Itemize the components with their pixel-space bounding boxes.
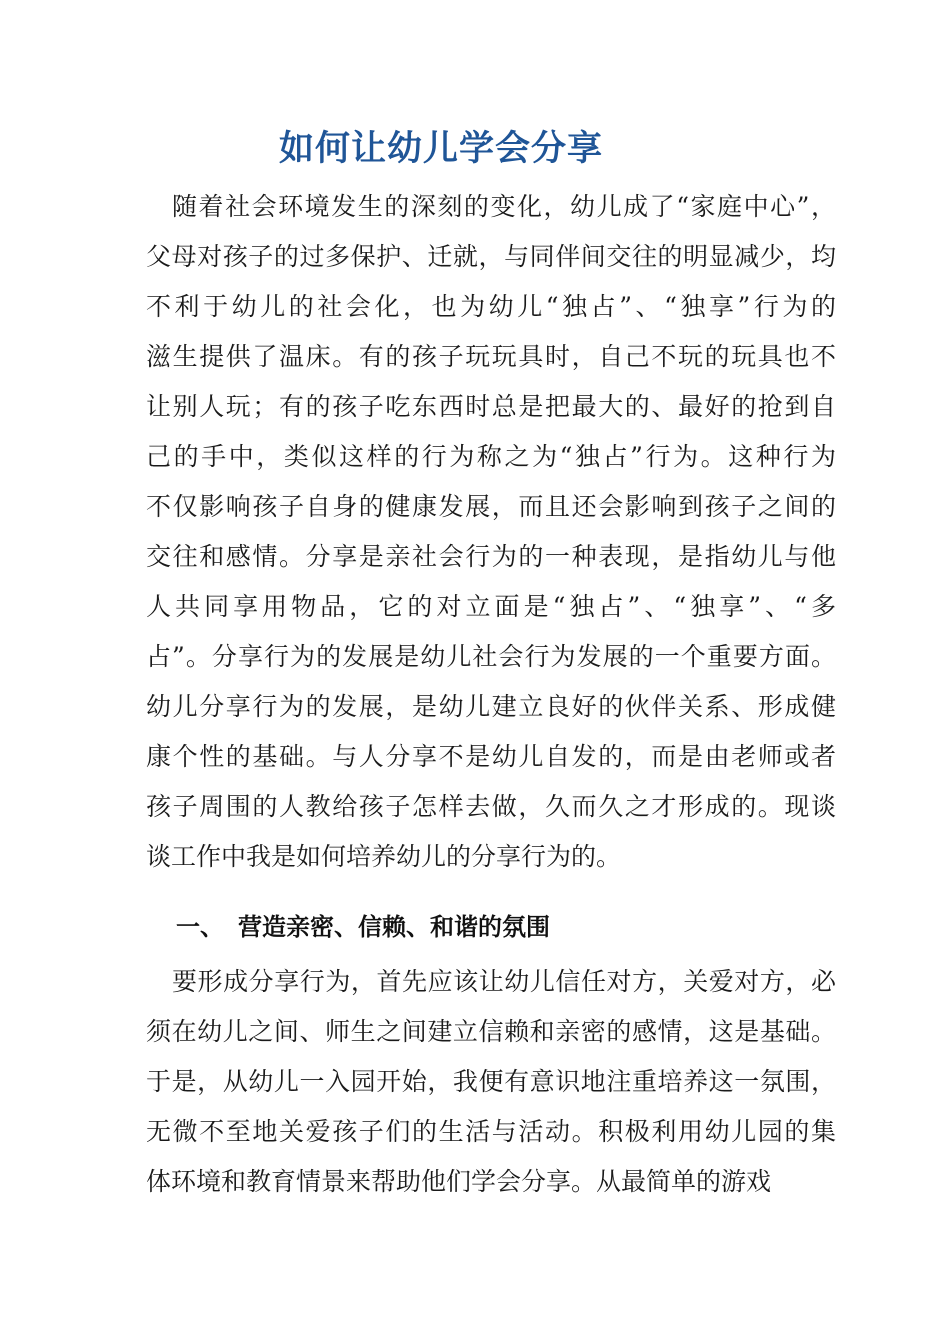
paragraph-line: 不仅影响孩子自身的健康发展，而且还会影响到孩子之间的: [146, 492, 836, 521]
paragraph-line: 滋生提供了温床。有的孩子玩玩具时，自己不玩的玩具也不: [146, 342, 836, 371]
paragraph-line: 要形成分享行为，首先应该让幼儿信任对方，关爱对方，必: [172, 967, 836, 996]
paragraph-line: 谈工作中我是如何培养幼儿的分享行为的。: [146, 842, 622, 871]
paragraph-line: 幼儿分享行为的发展，是幼儿建立良好的伙伴关系、形成健: [146, 692, 836, 721]
document-title: 如何让幼儿学会分享: [278, 128, 603, 169]
paragraph-line: 无微不至地关爱孩子们的生活与活动。积极利用幼儿园的集: [146, 1117, 836, 1146]
paragraph-line: 人共同享用物品，它的对立面是“独占”、“独享”、“多: [146, 592, 836, 621]
section-heading-text: 营造亲密、信赖、和谐的氛围: [238, 913, 550, 941]
paragraph-line: 孩子周围的人教给孩子怎样去做，久而久之才形成的。现谈: [146, 792, 836, 821]
paragraph-line: 交往和感情。分享是亲社会行为的一种表现，是指幼儿与他: [146, 542, 836, 571]
paragraph-line: 让别人玩；有的孩子吃东西时总是把最大的、最好的抢到自: [146, 392, 836, 421]
paragraph-line: 于是，从幼儿一入园开始，我便有意识地注重培养这一氛围，: [146, 1067, 836, 1096]
section-number: 一、: [176, 913, 224, 941]
section-heading: [176, 910, 550, 944]
paragraph-line: 不利于幼儿的社会化，也为幼儿“独占”、“独享”行为的: [146, 292, 836, 321]
paragraph-line: 占”。分享行为的发展是幼儿社会行为发展的一个重要方面。: [146, 642, 836, 671]
paragraph-line: 己的手中，类似这样的行为称之为“独占”行为。这种行为: [146, 442, 836, 471]
paragraph-line: 康个性的基础。与人分享不是幼儿自发的，而是由老师或者: [146, 742, 836, 771]
paragraph-line: 父母对孩子的过多保护、迁就，与同伴间交往的明显减少，均: [146, 242, 836, 271]
paragraph-line: 随着社会环境发生的深刻的变化，幼儿成了“家庭中心”，: [172, 192, 836, 221]
paragraph-line: 须在幼儿之间、师生之间建立信赖和亲密的感情，这是基础。: [146, 1017, 836, 1046]
paragraph-line: 体环境和教育情景来帮助他们学会分享。从最简单的游戏: [146, 1167, 772, 1196]
